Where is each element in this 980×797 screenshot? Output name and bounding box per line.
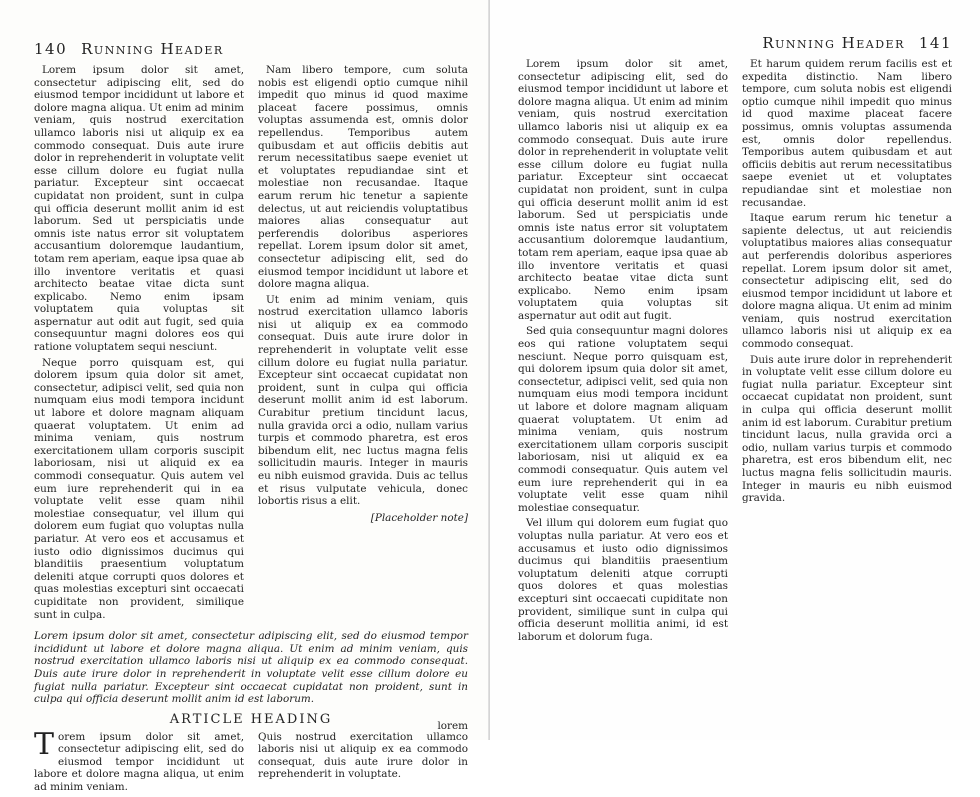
- left-page-number: 140: [34, 40, 68, 58]
- memoir-col2-text: Quis nostrud exercitation ullamco laboris nisi ut aliquip ex ea commodo consequat, duis aute irure dolor in reprehenderit in voluptate.: [258, 730, 468, 781]
- drop-cap: T: [34, 726, 55, 762]
- right-column-2: [742, 58, 952, 646]
- left-column-2: [258, 64, 468, 624]
- memoir-body: [34, 726, 468, 797]
- left-page-header: [34, 40, 468, 58]
- catchword: lorem: [437, 720, 468, 732]
- right-page-number: 141: [918, 34, 952, 52]
- right-col2-paragraph: Duis aute irure dolor in reprehenderit in voluptate velit esse cillum dolore eu fugiat nulla pariatur. Excepteur sint occaecat cupidatat non proident, sunt in culpa qui officia deserunt mollit anim id est laborum. Curabitur pretium tincidunt lacus, nulla gravida orci a odio, nullam varius turpis et commodo pharetra, est eros bibendum elit, nec luctus magna felis sollicitudin mauris. Integer in mauris eu nibh euismod gravida.: [742, 353, 952, 505]
- left-col1-paragraph: Neque porro quisquam est, qui dolorem ipsum quia dolor sit amet, consectetur, adipisci velit, sed quia non numquam eius modi tempora incidunt ut labore et dolore magnam aliquam quaerat voluptatem. Ut enim ad minima veniam, quis nostrum exercitationem ullam corporis suscipit laboriosam, nisi ut aliquid ex ea commodi consequatur. Quis autem vel eum iure reprehenderit qui in ea voluptate velit esse quam nihil molestiae consequatur, vel illum qui dolorem eum fugiat quo voluptas nulla pariatur. At vero eos et accusamus et iusto odio dignissimos ducimus qui blanditiis praesentium voluptatum deleniti atque corrupti quos dolores et quas molestias excepturi sint occaecati cupiditate non provident, similique sunt in culpa.: [34, 356, 244, 621]
- right-page-header: [518, 34, 952, 52]
- right-col2-paragraph: Et harum quidem rerum facilis est et expedita distinctio. Nam libero tempore, cum soluta nobis est eligendi optio cumque nihil impedit quo minus id quod maxime placeat facere possimus, omnis voluptas assumenda est, omnis dolor repellendus. Temporibus autem quibusdam et aut officiis debitis aut rerum necessitatibus saepe eveniet ut et voluptates repudiandae sint et molestiae non recusandae.: [742, 58, 952, 209]
- editor-note: Lorem ipsum dolor sit amet, consectetur adipiscing elit, sed do eiusmod tempor incididunt ut labore et dolore magna aliqua. Ut enim ad minim veniam, quis nostrud exercitation ullamco laboris nisi ut aliquip ex ea commodo consequat. Duis aute irure dolor in reprehenderit in voluptate velit esse cillum dolore eu fugiat nulla pariatur. Excepteur sint occaecat cupidatat non proident, sunt in culpa qui officia deserunt mollit anim id est laborum.: [34, 630, 468, 706]
- right-columns: [518, 58, 952, 646]
- continued-note: [Placeholder note]: [370, 511, 468, 524]
- memoir-title: ARTICLE HEADING: [169, 711, 333, 727]
- left-columns: [34, 64, 468, 624]
- memoir-col1-text: orem ipsum dolor sit amet, consectetur adipiscing elit, sed do eiusmod tempor incididunt ut labore et dolore magna aliqua, ut enim ad minim veniam.: [34, 730, 244, 794]
- left-col1-paragraph: Lorem ipsum dolor sit amet, consectetur adipiscing elit, sed do eiusmod tempor incididunt ut labore et dolore magna aliqua. Ut enim ad minim veniam, quis nostrud exercitation ullamco laboris nisi ut aliquip ex ea commodo consequat. Duis aute irure dolor in reprehenderit in voluptate velit esse cillum dolore eu fugiat nulla pariatur. Excepteur sint occaecat cupidatat non proident, sunt in culpa qui officia deserunt mollit anim id est laborum. Sed ut perspiciatis unde omnis iste natus error sit voluptatem accusantium doloremque laudantium, totam rem aperiam, eaque ipsa quae ab illo inventore veritatis et quasi architecto beatae vitae dicta sunt explicabo. Nemo enim ipsam voluptatem quia voluptas sit aspernatur aut odit aut fugit, sed quia consequuntur magni dolores eos qui ratione voluptatem sequi nesciunt.: [34, 64, 245, 354]
- left-column-1: [34, 64, 244, 624]
- right-page: [490, 0, 980, 740]
- right-running-title: Running Header: [762, 34, 905, 52]
- right-col1-paragraph: Sed quia consequuntur magni dolores eos qui ratione voluptatem sequi nesciunt. Neque porro quisquam est, qui dolorem ipsum quia dolor sit amet, consectetur, adipisci velit, sed quia non numquam eius modi tempora incidunt ut labore et dolore magnam aliquam quaerat voluptatem. Ut enim ad minima veniam, quis nostrum exercitationem ullam corporis suscipit laboriosam, nisi ut aliquid ex ea commodi consequatur. Quis autem vel eum iure reprehenderit qui in ea voluptate velit esse quam nihil molestiae consequatur.: [518, 325, 728, 514]
- left-running-title: Running Header: [81, 40, 224, 58]
- right-col1-paragraph: Lorem ipsum dolor sit amet, consectetur adipiscing elit, sed do eiusmod tempor incididunt ut labore et dolore magna aliqua. Ut enim ad minim veniam, quis nostrud exercitation ullamco laboris nisi ut aliquip ex ea commodo consequat. Duis aute irure dolor in reprehenderit in voluptate velit esse cillum dolore eu fugiat nulla pariatur. Excepteur sint occaecat cupidatat non proident, sunt in culpa qui officia deserunt mollit anim id est laborum. Sed ut perspiciatis unde omnis iste natus error sit voluptatem accusantium doloremque laudantium, totam rem aperiam, eaque ipsa quae ab illo inventore veritatis et quasi architecto beatae vitae dicta sunt explicabo. Nemo enim ipsam voluptatem quia voluptas sit aspernatur aut odit aut fugit.: [518, 58, 729, 322]
- right-column-1: [518, 58, 728, 646]
- left-col2-paragraph: Ut enim ad minim veniam, quis nostrud exercitation ullamco laboris nisi ut aliquip ex ea commodo consequat. Duis aute irure dolor in reprehenderit in voluptate velit esse cillum dolore eu fugiat nulla pariatur. Excepteur sint occaecat cupidatat non proident, sunt in culpa qui officia deserunt mollit anim id est laborum. Curabitur pretium tincidunt lacus, nulla gravida orci a odio, nullam varius turpis et commodo pharetra, est eros bibendum elit, nec luctus magna felis sollicitudin mauris. Integer in mauris eu nibh euismod gravida. Duis ac tellus et risus vulputate vehicula, donec lobortis risus a elit.: [258, 293, 468, 508]
- right-col1-paragraph: Vel illum qui dolorem eum fugiat quo voluptas nulla pariatur. At vero eos et accusamus et iusto odio dignissimos ducimus qui blanditiis praesentium voluptatum deleniti atque corrupti quos dolores et quas molestias excepturi sint occaecati cupiditate non provident, similique sunt in culpa qui officia deserunt mollitia animi, id est laborum et dolorum fuga.: [518, 517, 728, 643]
- memoir-column-2: [258, 731, 468, 797]
- memoir-column-1: [34, 726, 244, 797]
- right-col2-paragraph: Itaque earum rerum hic tenetur a sapiente delectus, ut aut reiciendis voluptatibus maiores alias consequatur aut perferendis doloribus asperiores repellat. Lorem ipsum dolor sit amet, consectetur adipiscing elit, sed do eiusmod tempor incididunt ut labore et dolore magna aliqua. Ut enim ad minim veniam, quis nostrud exercitation ullamco laboris nisi ut aliquip ex ea commodo consequat.: [742, 212, 952, 351]
- left-col2-paragraph: Nam libero tempore, cum soluta nobis est eligendi optio cumque nihil impedit quo minus id quod maxime placeat facere possimus, omnis voluptas assumenda est, omnis dolor repellendus. Temporibus autem quibusdam et aut officiis debitis aut rerum necessitatibus saepe eveniet ut et voluptates repudiandae sint et molestiae non recusandae. Itaque earum rerum hic tenetur a sapiente delectus, ut aut reiciendis voluptatibus maiores alias consequatur aut perferendis doloribus asperiores repellat. Lorem ipsum dolor sit amet, consectetur adipiscing elit, sed do eiusmod tempor incididunt ut labore et dolore magna aliqua.: [258, 64, 468, 291]
- left-page: [0, 0, 490, 794]
